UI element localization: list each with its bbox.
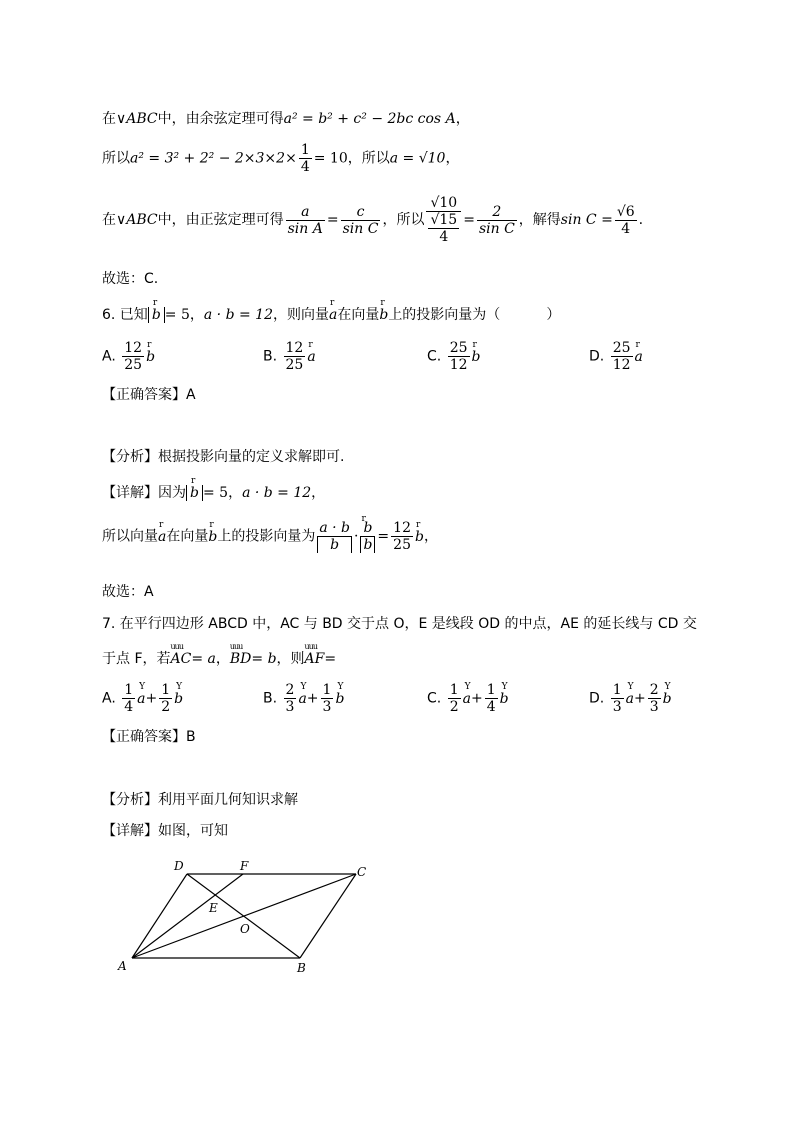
text: ， [455, 111, 470, 127]
a-value: a = √10 [389, 150, 446, 167]
law-of-cosines-line [102, 108, 470, 128]
sinC-label: sin C = [560, 212, 613, 228]
triangle-symbol: ∨ABC [116, 111, 158, 127]
select-c-line: 故选：C. [102, 271, 159, 287]
q6-option-d[interactable]: D. $\frac{25}{12}$ r a [589, 340, 643, 373]
analysis-7: 【分析】利用平面几何知识求解 [102, 792, 298, 808]
equals-10: = 10 [313, 150, 348, 167]
q6-option-b[interactable]: B. $\frac{12}{25}$ r a [263, 340, 316, 373]
line-af [132, 874, 243, 958]
fraction-quarter: $\frac{1}{4}$ [300, 142, 310, 175]
answer-6: 【正确答案】A [102, 387, 196, 403]
label-f: F [240, 859, 249, 873]
detail-6: 【详解】因为r b = 5，a · b = 12， [102, 482, 325, 502]
abs-b: r b [148, 307, 165, 323]
question-7-line2: 于点 F，若uuu AC= a，uuu BD= b，则uuu AF= [102, 648, 336, 668]
law-of-sines-line: 在∨ABC中，由正弦定理可得 $\frac{a}{\text{sin A}}$ = $\frac{c}{\text{sin C}}$ ，所以 $\frac{√10}{\frac{√15}{4}}$ = $\frac{2}{\text{sin C}}$ ，解得sin C = $\frac{√6}{4}$ . [102, 195, 644, 245]
unit-vector-b: r $\frac{b}{b}$ [360, 520, 375, 553]
fraction-c-sinC: $\frac{c}{\text{sin C}}$ [342, 203, 379, 237]
q6-option-c[interactable]: C. $\frac{25}{12}$ r b [427, 340, 480, 373]
a-squared-expr: a² = 3² + 2² − 2×3×2× [130, 150, 297, 167]
side-bc [300, 874, 356, 958]
select-a-line: 故选：A [102, 584, 154, 600]
label-o: O [240, 922, 250, 936]
fraction-sqrt10-over-sqrt15-4: $\frac{√10}{\frac{√15}{4}}$ [426, 195, 461, 245]
q7-option-a[interactable]: A. $\frac{1}{4}$ Y a+ $\frac{1}{2}$ Y b [102, 682, 183, 715]
text: 在 [102, 111, 116, 127]
q7-option-c[interactable]: C. $\frac{1}{2}$ Y a+ $\frac{1}{4}$ Y b [427, 682, 509, 715]
projection-coefficient: $\frac{a \cdot b}{b}$ [319, 520, 350, 553]
text: ，所以 [347, 150, 390, 167]
text: ，解得 [518, 212, 561, 228]
label-b: B [297, 961, 306, 975]
fraction-sqrt6-4: $\frac{√6}{4}$ [616, 203, 635, 237]
text: 中，由正弦定理可得 [157, 212, 284, 228]
parallelogram-figure [110, 852, 390, 977]
text: . [638, 212, 644, 228]
text: 所以 [102, 150, 130, 167]
diagonal-bd [187, 874, 300, 958]
answer-7: 【正确答案】B [102, 729, 196, 745]
q7-option-b[interactable]: B. $\frac{2}{3}$ Y a+ $\frac{1}{3}$ Y b [263, 682, 344, 715]
side-da [132, 874, 187, 958]
fraction-a-sinA: $\frac{a}{\text{sin A}}$ [287, 203, 323, 237]
label-c: C [357, 865, 367, 879]
q6-option-a[interactable]: A. $\frac{12}{25}$ r b [102, 340, 155, 373]
detail-6-projection: 所以向量r a在向量r b上的投影向量为 $\frac{a \cdot b}{b}$ · r $\frac{b}{b}$ = $\frac{12}{25}$ r b， [102, 520, 438, 553]
question-7-line1: 7. 在平行四边形 ABCD 中，AC 与 BD 交于点 O，E 是线段 OD 的中点，AE 的延长线与 CD 交 [102, 616, 697, 632]
analysis-6: 【分析】根据投影向量的定义求解即可. [102, 449, 345, 465]
text: ， [445, 150, 460, 167]
compute-a-line [102, 142, 459, 175]
label-e: E [209, 901, 218, 915]
cosine-formula: a² = b² + c² − 2bc cos A [283, 111, 456, 127]
fraction-2-sinC: $\frac{2}{\text{sin C}}$ [478, 203, 515, 237]
text: 中，由余弦定理可得 [157, 111, 284, 127]
text: 在 [102, 212, 116, 228]
detail-7: 【详解】如图，可知 [102, 823, 228, 839]
label-d: D [174, 859, 184, 873]
triangle-symbol: ∨ABC [116, 212, 158, 228]
q7-option-d[interactable]: D. $\frac{1}{3}$ Y a+ $\frac{2}{3}$ Y b [589, 682, 672, 715]
dot-product: a · b = 12 [203, 307, 273, 323]
question-6: 6. 已知r b = 5，a · b = 12，则向量r a在向量r b上的投影向量为（ ） [102, 304, 560, 324]
label-a: A [118, 959, 127, 973]
text: ，所以 [382, 212, 425, 228]
